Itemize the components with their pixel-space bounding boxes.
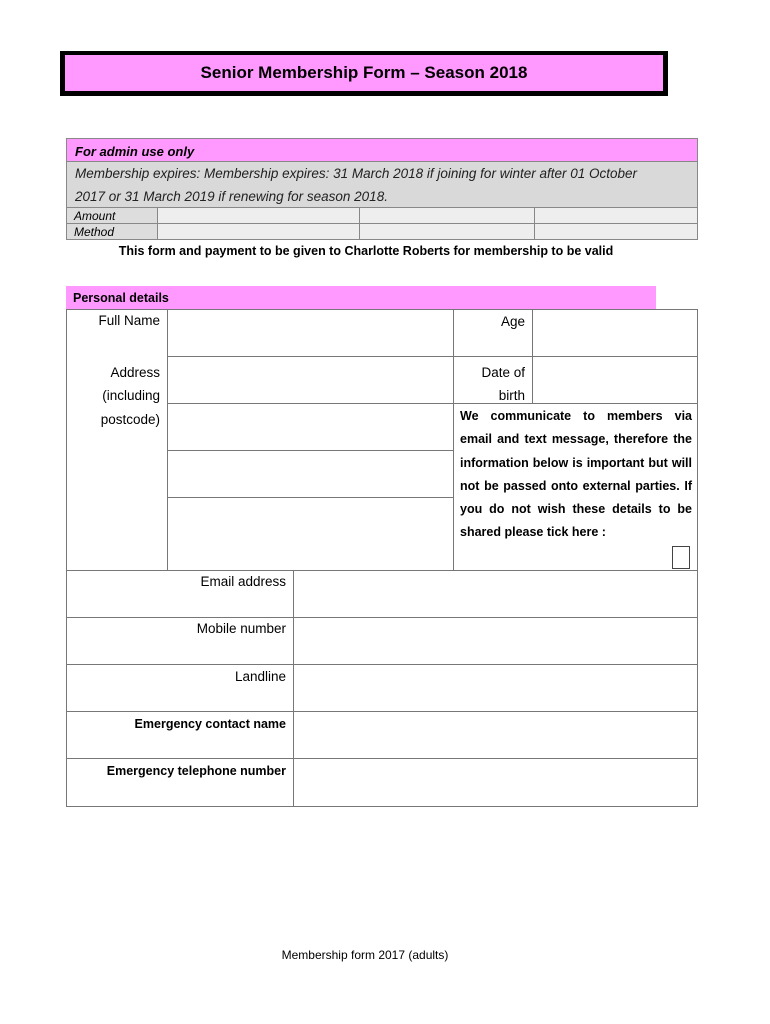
grid-line bbox=[66, 309, 67, 807]
full-name-input[interactable] bbox=[168, 310, 453, 356]
expiry-line-2: 2017 or 31 March 2019 if renewing for season 2018. bbox=[75, 189, 388, 204]
dob-label-line-1: Date of bbox=[481, 365, 525, 380]
emergency-phone-label: Emergency telephone number bbox=[106, 764, 286, 778]
mobile-label: Mobile number bbox=[196, 621, 286, 636]
share-optout-checkbox[interactable] bbox=[672, 546, 690, 569]
method-field-3[interactable] bbox=[535, 224, 698, 240]
address-input-1[interactable] bbox=[168, 357, 453, 403]
method-label: Method bbox=[67, 224, 158, 240]
age-label: Age bbox=[500, 314, 525, 329]
grid-line bbox=[66, 806, 698, 807]
mobile-input[interactable] bbox=[294, 618, 697, 664]
email-label: Email address bbox=[200, 574, 286, 589]
dob-input[interactable] bbox=[533, 357, 697, 403]
email-input[interactable] bbox=[294, 571, 697, 617]
emergency-name-label: Emergency contact name bbox=[134, 717, 286, 731]
personal-details-heading: Personal details bbox=[66, 286, 656, 309]
amount-label: Amount bbox=[67, 208, 158, 224]
address-input-4[interactable] bbox=[168, 498, 453, 570]
emergency-name-input[interactable] bbox=[294, 712, 697, 758]
address-label-line-1: Address bbox=[110, 365, 160, 380]
address-label bbox=[70, 361, 160, 431]
communication-notice: We communicate to members via email and text message, therefore the information below is important but will not be passed onto external parties. If you do not wish these details to be shared please tick here : bbox=[460, 409, 692, 540]
admin-table bbox=[66, 207, 698, 240]
address-input-3[interactable] bbox=[168, 451, 453, 497]
landline-label: Landline bbox=[234, 669, 286, 684]
admin-row-method bbox=[67, 224, 698, 240]
admin-heading: For admin use only bbox=[66, 138, 698, 162]
method-field-2[interactable] bbox=[360, 224, 535, 240]
payment-notice: This form and payment to be given to Charlotte Roberts for membership to be valid bbox=[118, 244, 614, 258]
landline-input[interactable] bbox=[294, 665, 697, 711]
grid-line bbox=[453, 309, 454, 570]
admin-row-amount bbox=[67, 208, 698, 224]
age-input[interactable] bbox=[533, 310, 697, 356]
emergency-phone-input[interactable] bbox=[294, 759, 697, 806]
form-title: Senior Membership Form – Season 2018 bbox=[65, 55, 663, 91]
address-label-line-3: postcode) bbox=[100, 411, 160, 427]
amount-field-2[interactable] bbox=[360, 208, 535, 224]
amount-field-3[interactable] bbox=[535, 208, 698, 224]
full-name-label: Full Name bbox=[98, 313, 160, 328]
grid-line bbox=[697, 309, 698, 807]
admin-expiry-text bbox=[66, 162, 698, 208]
expiry-line-1: Membership expires: Membership expires: 31 March 2018 if joining for winter after 01 October bbox=[75, 166, 638, 181]
address-input-2[interactable] bbox=[168, 404, 453, 450]
method-field-1[interactable] bbox=[158, 224, 360, 240]
footer-text: Membership form 2017 (adults) bbox=[281, 948, 449, 962]
amount-field-1[interactable] bbox=[158, 208, 360, 224]
address-label-line-2: (including bbox=[102, 388, 160, 404]
dob-label bbox=[456, 361, 525, 408]
dob-label-line-2: birth bbox=[498, 388, 525, 404]
